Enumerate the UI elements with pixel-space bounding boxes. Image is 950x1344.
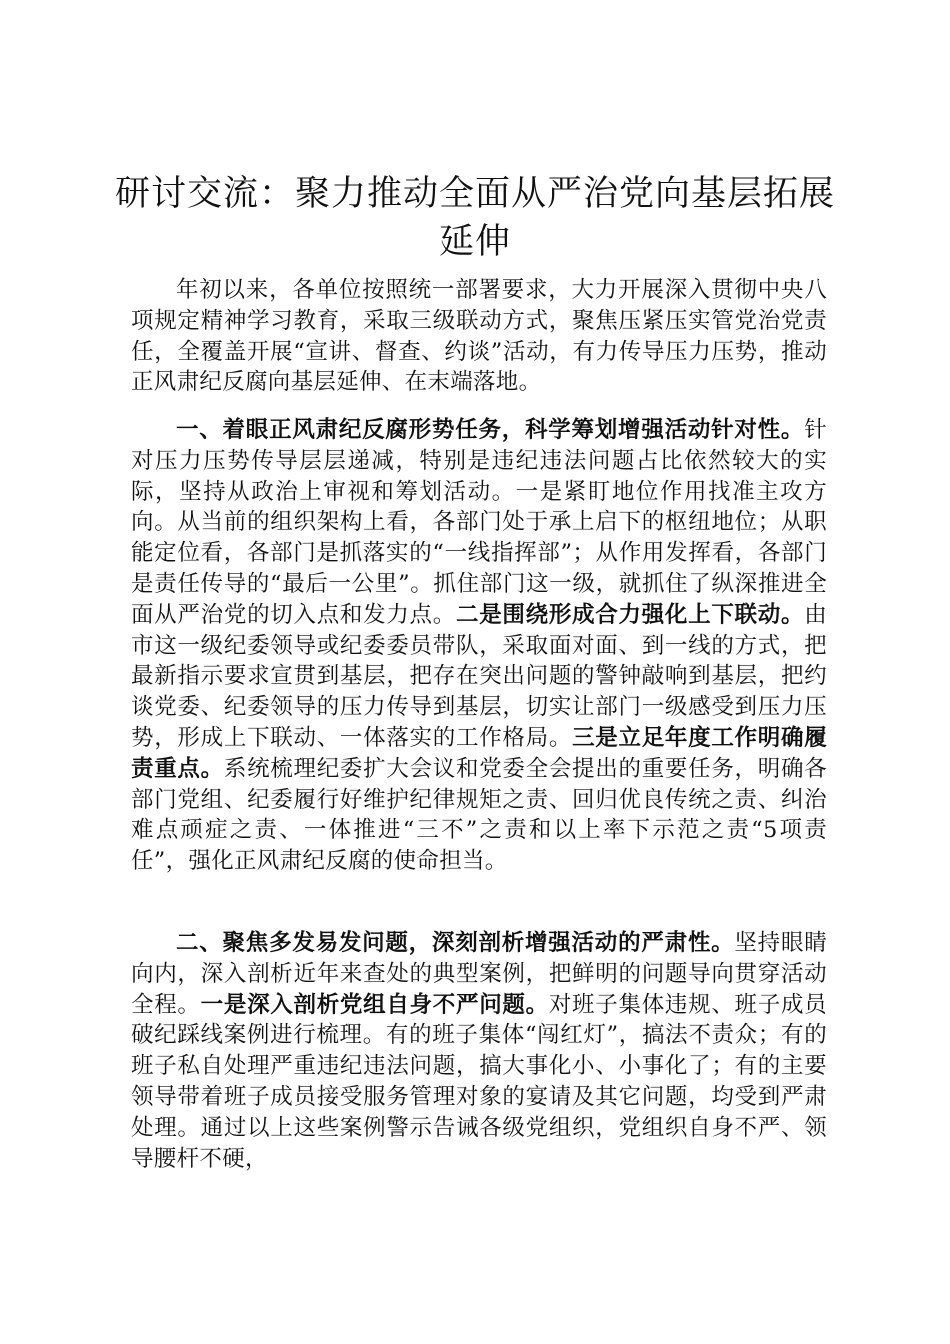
section-2-point-1: 一是深入剖析党组自身不严问题。 <box>200 991 549 1018</box>
section-2-paragraph <box>131 928 827 1174</box>
section-1-point-3: 三是立足年度工作明确履责重点。 <box>131 724 827 782</box>
section-2-text-2: 对班子集体违规、班子成员破纪踩线案例进行梳理。有的班子集体“闯红灯”，搞法不责众；有的班子私自处理严重违纪违法问题，搞大事化小、小事化了；有的主要领导带着班子成员接受服务管理对象的宴请及其它问题，均受到严肃处理。通过以上这些案例警示告诫各级党组织，党组织自身不严、领导腰杆不硬， <box>131 991 827 1172</box>
document-title: 研讨交流：聚力推动全面从严治党向基层拓展延伸 <box>114 174 835 262</box>
intro-paragraph: 年初以来，各单位按照统一部署要求，大力开展深入贯彻中央八项规定精神学习教育，采取三级联动方式，聚焦压紧压实管党治党责任，全覆盖开展“宣讲、督查、约谈”活动，有力传导压力压势，推动正风肃纪反腐向基层延伸、在末端落地。 <box>131 277 827 396</box>
section-1-text-3: 系统梳理纪委扩大会议和党委全会提出的重要任务，明确各部门党组、纪委履行好维护纪律规矩之责、回归优良传统之责、纠治难点顽症之责、一体推进“三不”之责和以上率下示范之责“5项责任”，强化正风肃纪反腐的使命担当。 <box>131 755 827 875</box>
section-1-paragraph <box>131 415 827 877</box>
section-1-point-2: 二是围绕形成合力强化上下联动。 <box>455 601 805 628</box>
section-2-text-1: 坚持眼睛向内，深入剖析近年来查处的典型案例，把鲜明的问题导向贯穿活动全程。 <box>131 930 828 1018</box>
section-1-heading: 一、着眼正风肃纪反腐形势任务，科学筹划增强活动针对性。 <box>176 417 805 443</box>
section-1-text-2: 由市这一级纪委领导或纪委委员带队，采取面对面、到一线的方式，把最新指示要求宣贯到基层，把存在突出问题的警钟敲响到基层，把约谈党委、纪委领导的压力传导到基层，切实让部门一级感受到压力压势，形成上下联动、一体落实的工作格局。 <box>131 601 827 751</box>
section-1-text-1: 针对压力压势传导层层递减，特别是违纪违法问题占比依然较大的实际，坚持从政治上审视和筹划活动。一是紧盯地位作用找准主攻方向。从当前的组织架构上看，各部门处于承上启下的枢纽地位；从职能定位看，各部门是抓落实的“一线指挥部”；从作用发挥看，各部门是责任传导的“最后一公里”。抓住部门这一级，就抓住了纵深推进全面从严治党的切入点和发力点。 <box>131 417 827 628</box>
section-2-heading: 二、聚焦多发易发问题，深刻剖析增强活动的严肃性。 <box>176 930 735 956</box>
